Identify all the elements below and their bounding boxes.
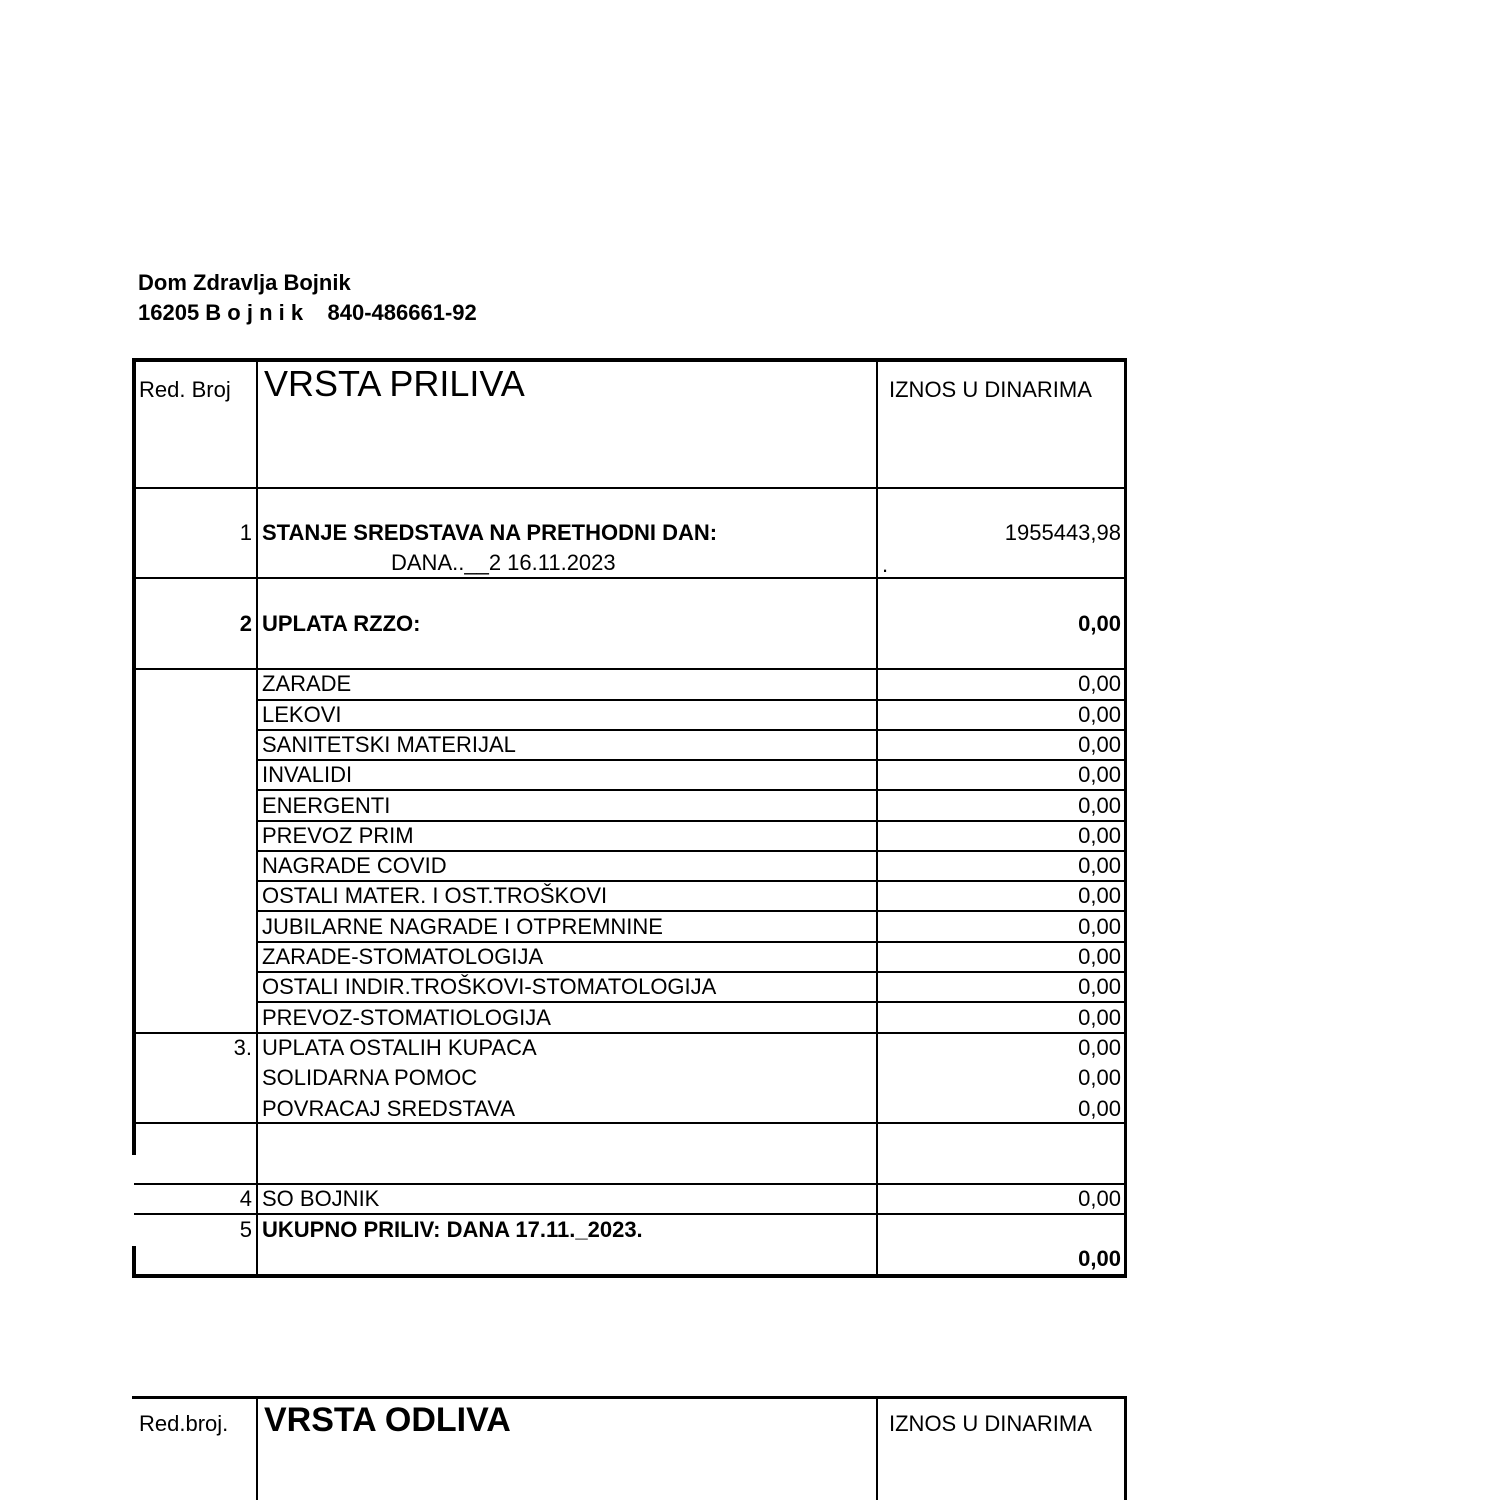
column-header-red-broj: Red. Broj [139, 377, 231, 402]
org-name: Dom Zdravlja Bojnik [138, 270, 351, 295]
table-border [256, 699, 1126, 701]
item-value: 0,00 [1078, 853, 1121, 878]
table-border [256, 759, 1126, 761]
table-border [256, 910, 1126, 912]
item-value: 0,00 [1078, 671, 1121, 696]
table-border [132, 1274, 1127, 1278]
item-value: 0,00 [1078, 914, 1121, 939]
table-border [132, 358, 1127, 362]
table-border [134, 1032, 1126, 1034]
table-border [256, 358, 258, 1278]
table-border [1124, 358, 1127, 1278]
column-header-vrsta-odliva: VRSTA ODLIVA [264, 1401, 511, 1439]
item-label: ZARADE [262, 671, 352, 696]
item-value: 0,00 [1078, 823, 1121, 848]
total-value: 0,00 [1078, 1246, 1121, 1271]
total-label: UKUPNO PRILIV: DANA 17.11._2023. [262, 1217, 643, 1242]
row-value: 0,00 [1078, 1065, 1121, 1090]
table-border [256, 820, 1126, 822]
item-label: OSTALI MATER. I OST.TROŠKOVI [262, 883, 608, 908]
row-value-dot: . [882, 552, 889, 577]
column-header-iznos: IZNOS U DINARIMA [889, 377, 1092, 402]
row-label: SO BOJNIK [262, 1186, 380, 1211]
item-label: LEKOVI [262, 702, 342, 727]
table-border [256, 880, 1126, 882]
row-label: POVRACAJ SREDSTAVA [262, 1096, 516, 1121]
table-border [256, 789, 1126, 791]
item-value: 0,00 [1078, 974, 1121, 999]
table-border [134, 1213, 1126, 1215]
table-border [256, 850, 1126, 852]
item-label: PREVOZ PRIM [262, 823, 414, 848]
column-header-vrsta-priliva: VRSTA PRILIVA [264, 363, 525, 404]
table-border [134, 1183, 1126, 1185]
row-label: SOLIDARNA POMOC [262, 1065, 478, 1090]
table-border [256, 1396, 258, 1500]
item-label: PREVOZ-STOMATIOLOGIJA [262, 1005, 551, 1030]
item-label: OSTALI INDIR.TROŠKOVI-STOMATOLOGIJA [262, 974, 717, 999]
row-value: 0,00 [1078, 1096, 1121, 1121]
table-border [1124, 1396, 1127, 1500]
row-number: 2 [239, 611, 252, 636]
row-value: 0,00 [1078, 1186, 1121, 1211]
row-number: 3. [233, 1035, 252, 1060]
table-border [134, 1122, 1126, 1124]
item-value: 0,00 [1078, 732, 1121, 757]
item-label: JUBILARNE NAGRADE I OTPREMNINE [262, 914, 663, 939]
row-number: 4 [239, 1186, 252, 1211]
column-header-red-broj: Red.broj. [139, 1411, 229, 1436]
item-label: SANITETSKI MATERIJAL [262, 732, 516, 757]
table-border [134, 487, 1126, 489]
table-border [876, 358, 878, 1278]
item-value: 0,00 [1078, 944, 1121, 969]
row-number: 5 [239, 1217, 252, 1242]
table-border [256, 941, 1126, 943]
item-label: NAGRADE COVID [262, 853, 447, 878]
row-number: 1 [239, 520, 252, 545]
table-border [132, 1396, 1127, 1399]
item-value: 0,00 [1078, 762, 1121, 787]
item-value: 0,00 [1078, 793, 1121, 818]
column-header-iznos: IZNOS U DINARIMA [889, 1411, 1092, 1436]
table-border [256, 971, 1126, 973]
row-label: UPLATA RZZO: [262, 611, 421, 636]
item-value: 0,00 [1078, 702, 1121, 727]
item-value: 0,00 [1078, 1005, 1121, 1030]
row-label: STANJE SREDSTAVA NA PRETHODNI DAN: [262, 520, 718, 545]
table-border [256, 729, 1126, 731]
table-border [256, 1001, 1126, 1003]
item-value: 0,00 [1078, 883, 1121, 908]
item-label: ZARADE-STOMATOLOGIJA [262, 944, 544, 969]
row-value: 0,00 [1078, 1035, 1121, 1060]
org-address: 16205 B o j n i k 840-486661-92 [138, 300, 477, 325]
table-border [876, 1396, 878, 1500]
row-label: UPLATA OSTALIH KUPACA [262, 1035, 537, 1060]
row-sublabel-date: DANA..__2 16.11.2023 [391, 550, 616, 575]
item-label: INVALIDI [262, 762, 353, 787]
table-border [134, 577, 1126, 579]
row-value: 1955443,98 [1004, 520, 1121, 545]
row-value: 0,00 [1078, 611, 1121, 636]
item-label: ENERGENTI [262, 793, 391, 818]
table-border [134, 668, 1126, 670]
